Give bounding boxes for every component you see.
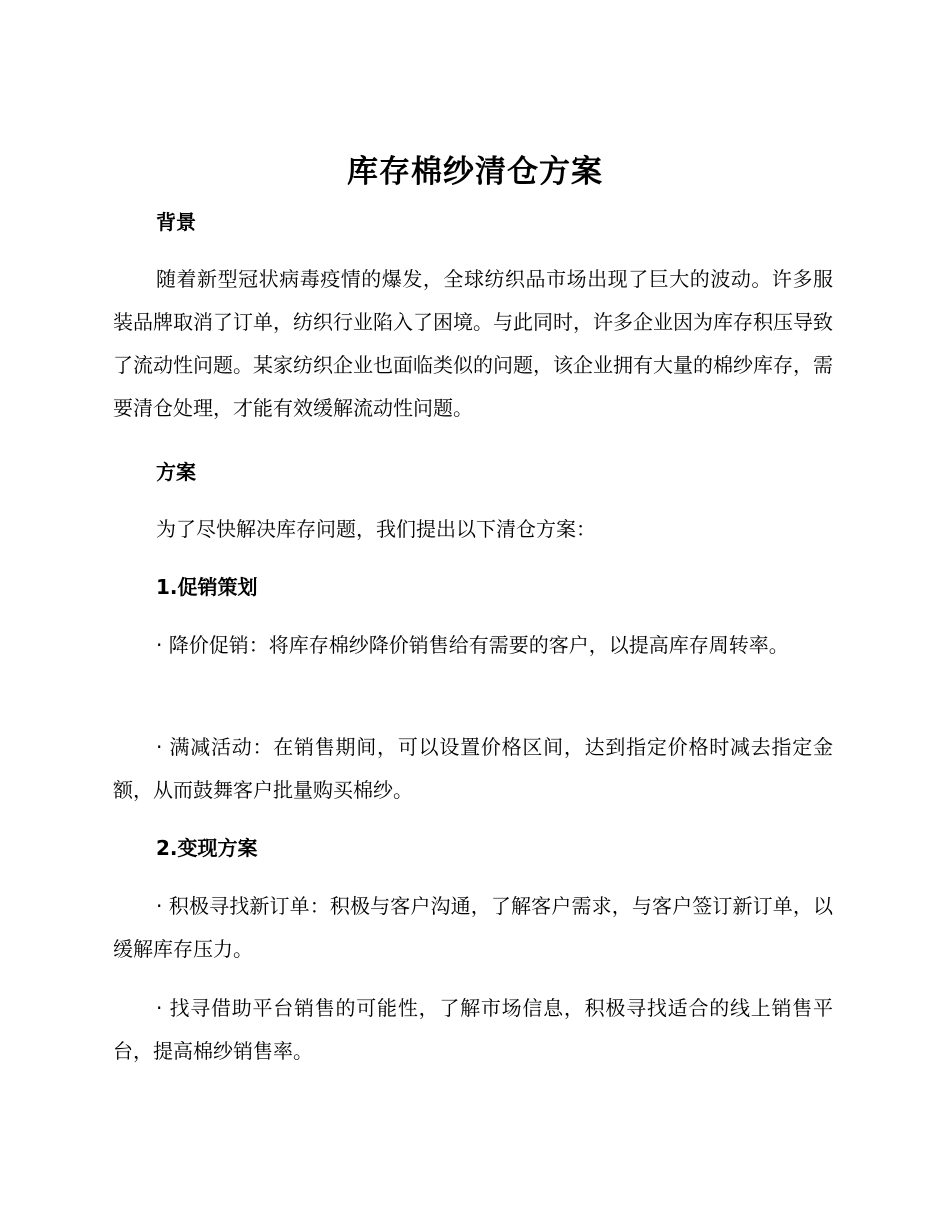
promotion-item-full-reduction: · 满减活动：在销售期间，可以设置价格区间，达到指定价格时减去指定金额，从而鼓舞客户批量购买棉纱。 xyxy=(113,735,833,802)
plan-intro-paragraph: 为了尽快解决库存问题，我们提出以下清仓方案： xyxy=(156,517,596,541)
section-heading-promotion: 1.促销策划 xyxy=(156,575,258,599)
document-title: 库存棉纱清仓方案 xyxy=(347,154,603,190)
monetization-item-new-orders: · 积极寻找新订单：积极与客户沟通，了解客户需求，与客户签订新订单，以缓解库存压力。 xyxy=(113,894,833,961)
section-heading-plan: 方案 xyxy=(156,460,196,484)
promotion-item-discount: · 降价促销：将库存棉纱降价销售给有需要的客户，以提高库存周转率。 xyxy=(156,633,789,657)
section-heading-monetization: 2.变现方案 xyxy=(156,836,258,860)
section-heading-background: 背景 xyxy=(156,210,196,234)
background-paragraph: 随着新型冠状病毒疫情的爆发，全球纺织品市场出现了巨大的波动。许多服装品牌取消了订单，纺织行业陷入了困境。与此同时，许多企业因为库存积压导致了流动性问题。某家纺织企业也面临类似的问题，该企业拥有大量的棉纱库存，需要清仓处理，才能有效缓解流动性问题。 xyxy=(113,267,833,420)
monetization-item-online-platform: · 找寻借助平台销售的可能性，了解市场信息，积极寻找适合的线上销售平台，提高棉纱销售率。 xyxy=(113,996,833,1063)
